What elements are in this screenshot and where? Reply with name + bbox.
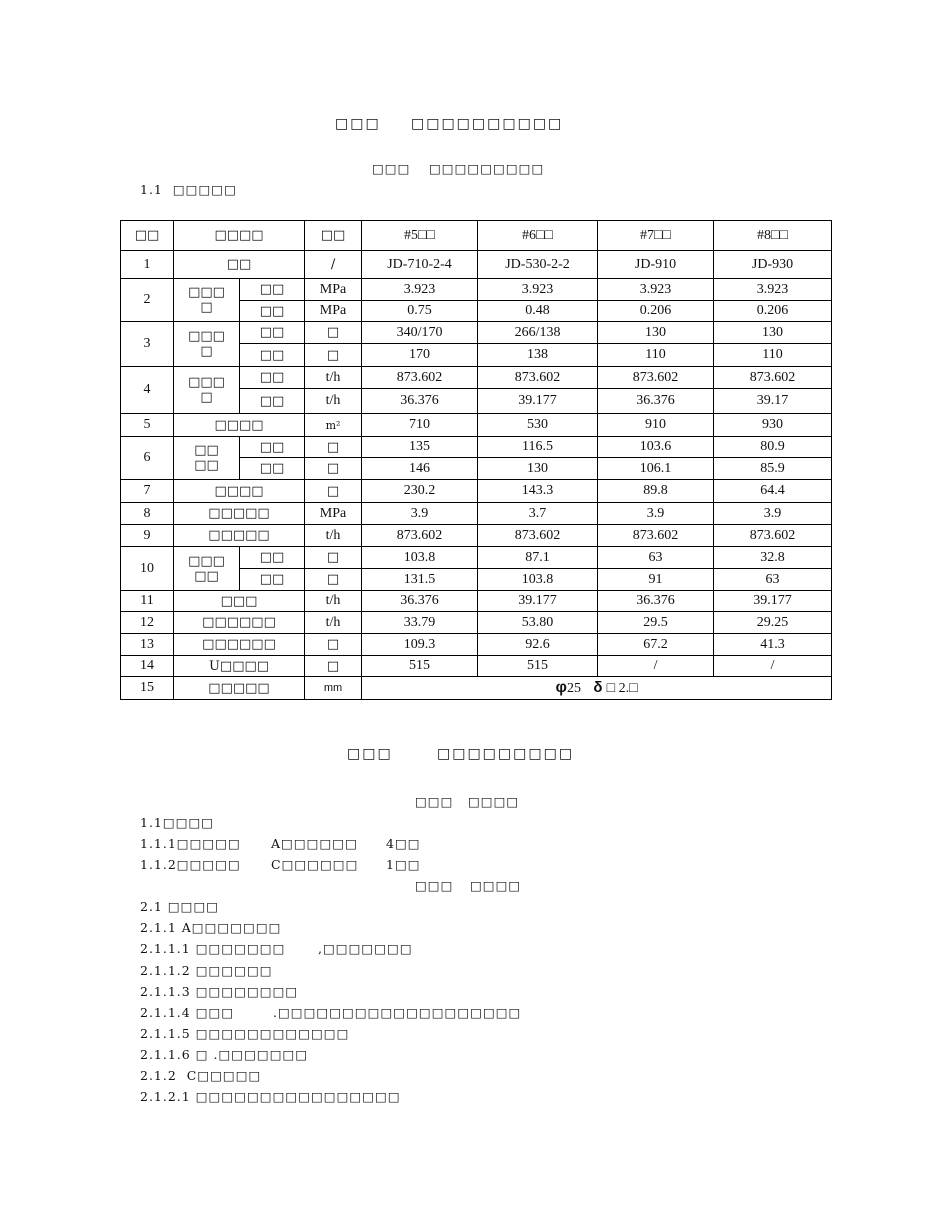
chapter-number: □□□ xyxy=(335,116,381,132)
value-cell: 106.1 xyxy=(598,458,714,480)
list-item-detail: 1□□ xyxy=(386,857,421,872)
group-label: □□□ □□ xyxy=(174,547,240,591)
row-number: 5 xyxy=(121,414,174,437)
header-cell: □□□□ xyxy=(174,221,305,251)
value-cell: JD-930 xyxy=(714,251,832,279)
section-title: □□□□ xyxy=(470,878,522,893)
row-label: □□□□□□ xyxy=(174,612,305,634)
value-cell: JD-710-2-4 xyxy=(362,251,478,279)
value-cell: 170 xyxy=(362,344,478,367)
row-label: □□ xyxy=(174,251,305,279)
list-item: 2.1.2.1 □□□□□□□□□□□□□□□□ xyxy=(140,1089,401,1104)
group-label: □□ □□ xyxy=(174,437,240,480)
value-cell: 340/170 xyxy=(362,322,478,344)
row-label: □□□□ xyxy=(174,480,305,503)
value-cell: 33.79 xyxy=(362,612,478,634)
row-unit: □ xyxy=(305,458,362,480)
value-cell: 39.17 xyxy=(714,389,832,414)
subsection-heading: 1.1 □□□□□ xyxy=(140,182,237,197)
value-cell: 109.3 xyxy=(362,634,478,656)
value-cell: 515 xyxy=(478,656,598,677)
row-number: 14 xyxy=(121,656,174,677)
value-cell: 80.9 xyxy=(714,437,832,458)
row-number: 11 xyxy=(121,591,174,612)
value-cell: 29.5 xyxy=(598,612,714,634)
value-cell: 130 xyxy=(714,322,832,344)
list-item: 1.1.1□□□□□ xyxy=(140,836,241,851)
sub-label: □□ xyxy=(240,279,305,301)
value-cell: 67.2 xyxy=(598,634,714,656)
row-unit: t/h xyxy=(305,591,362,612)
sub-label: □□ xyxy=(240,344,305,367)
value-cell: 146 xyxy=(362,458,478,480)
value-cell: 873.602 xyxy=(714,525,832,547)
value-cell: 873.602 xyxy=(598,525,714,547)
value-cell: 41.3 xyxy=(714,634,832,656)
table-row xyxy=(121,503,832,525)
header-cell: #6□□ xyxy=(478,221,598,251)
row-label: □□□□□ xyxy=(174,677,305,700)
group-label: □□□ □ xyxy=(174,322,240,367)
list-item: 1.1□□□□ xyxy=(140,815,215,830)
header-cell: □□ xyxy=(305,221,362,251)
row-label: □□□□ xyxy=(174,414,305,437)
value-cell: 63 xyxy=(598,547,714,569)
value-cell: 53.80 xyxy=(478,612,598,634)
value-cell: 873.602 xyxy=(362,525,478,547)
sub-label: □□ xyxy=(240,569,305,591)
list-item: 2.1.1.1 □□□□□□□ xyxy=(140,941,286,956)
table-row xyxy=(121,547,832,569)
value-cell: 131.5 xyxy=(362,569,478,591)
value-cell: 873.602 xyxy=(714,367,832,389)
table-row xyxy=(121,437,832,458)
value-cell: 29.25 xyxy=(714,612,832,634)
header-cell: #8□□ xyxy=(714,221,832,251)
list-item: 2.1 □□□□ xyxy=(140,899,220,914)
tube-spec-cell: φ25 δ □ 2.□ xyxy=(362,677,832,700)
row-unit: mm xyxy=(305,677,362,700)
value-cell: 103.8 xyxy=(478,569,598,591)
value-cell: 910 xyxy=(598,414,714,437)
value-cell: 110 xyxy=(598,344,714,367)
table-row xyxy=(121,251,832,279)
table-row xyxy=(121,656,832,677)
sub-label: □□ xyxy=(240,322,305,344)
list-item: 2.1.1.4 □□□ xyxy=(140,1005,235,1020)
section-title: □□□□□□□□□ xyxy=(429,161,545,176)
row-unit: t/h xyxy=(305,367,362,389)
value-cell: 85.9 xyxy=(714,458,832,480)
list-item-detail: 4□□ xyxy=(386,836,421,851)
row-number: 6 xyxy=(121,437,174,480)
row-unit: t/h xyxy=(305,525,362,547)
value-cell: 3.9 xyxy=(598,503,714,525)
table-header-row xyxy=(121,221,832,251)
phi-symbol: φ xyxy=(555,679,567,696)
row-unit: □ xyxy=(305,480,362,503)
value-cell: 116.5 xyxy=(478,437,598,458)
value-cell: 36.376 xyxy=(362,389,478,414)
row-unit: □ xyxy=(305,547,362,569)
value-cell: 32.8 xyxy=(714,547,832,569)
value-cell: 64.4 xyxy=(714,480,832,503)
section-number: □□□ xyxy=(372,161,411,176)
row-label: □□□□□ xyxy=(174,525,305,547)
value-cell: 143.3 xyxy=(478,480,598,503)
table-row xyxy=(121,279,832,301)
sub-label: □□ xyxy=(240,547,305,569)
row-number: 3 xyxy=(121,322,174,367)
row-number: 12 xyxy=(121,612,174,634)
list-item: 2.1.1.6 □ .□□□□□□□ xyxy=(140,1047,309,1062)
value-cell: 36.376 xyxy=(362,591,478,612)
list-item: 1.1.2□□□□□ xyxy=(140,857,241,872)
value-cell: 89.8 xyxy=(598,480,714,503)
value-cell: 36.376 xyxy=(598,591,714,612)
value-cell: 39.177 xyxy=(478,389,598,414)
row-unit: □ xyxy=(305,569,362,591)
table-row xyxy=(121,612,832,634)
row-label: U□□□□ xyxy=(174,656,305,677)
table-row xyxy=(121,322,832,344)
value-cell: 87.1 xyxy=(478,547,598,569)
sub-label: □□ xyxy=(240,367,305,389)
value-cell: 0.75 xyxy=(362,301,478,322)
value-cell: 135 xyxy=(362,437,478,458)
list-item-detail: C□□□□□□ xyxy=(271,857,359,872)
sub-label: □□ xyxy=(240,458,305,480)
row-unit: □ xyxy=(305,322,362,344)
section-title: □□□□ xyxy=(468,794,520,809)
value-cell: 3.923 xyxy=(598,279,714,301)
value-cell: 873.602 xyxy=(598,367,714,389)
chapter-number: □□□ xyxy=(347,746,393,762)
row-label: □□□□□ xyxy=(174,503,305,525)
value-cell: / xyxy=(714,656,832,677)
row-unit: □ xyxy=(305,656,362,677)
row-unit: / xyxy=(305,251,362,279)
value-cell: 266/138 xyxy=(478,322,598,344)
value-cell: 0.48 xyxy=(478,301,598,322)
value-cell: / xyxy=(598,656,714,677)
value-cell: 0.206 xyxy=(598,301,714,322)
value-cell: 873.602 xyxy=(362,367,478,389)
row-unit: t/h xyxy=(305,389,362,414)
value-cell: 63 xyxy=(714,569,832,591)
row-unit: t/h xyxy=(305,612,362,634)
row-number: 7 xyxy=(121,480,174,503)
row-unit: □ xyxy=(305,634,362,656)
value-cell: 138 xyxy=(478,344,598,367)
row-number: 9 xyxy=(121,525,174,547)
table-row xyxy=(121,591,832,612)
row-number: 4 xyxy=(121,367,174,414)
table-row xyxy=(121,367,832,389)
value-cell: 39.177 xyxy=(714,591,832,612)
value-cell: 3.923 xyxy=(362,279,478,301)
list-item: 2.1.1 A□□□□□□□ xyxy=(140,920,282,935)
row-number: 15 xyxy=(121,677,174,700)
sub-label: □□ xyxy=(240,389,305,414)
row-unit: m² xyxy=(305,414,362,437)
row-label: □□□ xyxy=(174,591,305,612)
row-number: 8 xyxy=(121,503,174,525)
table-row xyxy=(121,480,832,503)
value-cell: 3.9 xyxy=(714,503,832,525)
table-row xyxy=(121,634,832,656)
group-label: □□□ □ xyxy=(174,279,240,322)
row-unit: MPa xyxy=(305,301,362,322)
header-cell: #5□□ xyxy=(362,221,478,251)
list-item: 2.1.1.3 □□□□□□□□ xyxy=(140,984,299,999)
row-number: 10 xyxy=(121,547,174,591)
list-item-detail: A□□□□□□ xyxy=(271,836,358,851)
list-item: 2.1.1.5 □□□□□□□□□□□□ xyxy=(140,1026,350,1041)
table-row xyxy=(121,677,832,700)
header-cell: □□ xyxy=(121,221,174,251)
value-cell: 930 xyxy=(714,414,832,437)
table-row xyxy=(121,414,832,437)
specification-table xyxy=(120,220,832,700)
value-cell: JD-910 xyxy=(598,251,714,279)
row-unit: □ xyxy=(305,437,362,458)
value-cell: 103.8 xyxy=(362,547,478,569)
row-number: 2 xyxy=(121,279,174,322)
value-cell: 92.6 xyxy=(478,634,598,656)
delta-symbol: δ xyxy=(593,679,603,696)
group-label: □□□ □ xyxy=(174,367,240,414)
list-item-detail: ,□□□□□□□ xyxy=(318,941,413,956)
value-cell: 515 xyxy=(362,656,478,677)
value-cell: 36.376 xyxy=(598,389,714,414)
row-unit: MPa xyxy=(305,503,362,525)
value-cell: 103.6 xyxy=(598,437,714,458)
value-cell: 530 xyxy=(478,414,598,437)
value-cell: 873.602 xyxy=(478,367,598,389)
header-cell: #7□□ xyxy=(598,221,714,251)
list-item: 2.1.2 C□□□□□ xyxy=(140,1068,262,1083)
section-number: □□□ xyxy=(415,794,454,809)
value-cell: 0.206 xyxy=(714,301,832,322)
list-item-detail: .□□□□□□□□□□□□□□□□□□□ xyxy=(273,1005,522,1020)
value-cell: JD-530-2-2 xyxy=(478,251,598,279)
value-cell: 91 xyxy=(598,569,714,591)
chapter-title: □□□□□□□□□ xyxy=(437,746,575,762)
value-cell: 3.9 xyxy=(362,503,478,525)
chapter-title: □□□□□□□□□□ xyxy=(411,116,564,132)
value-cell: 110 xyxy=(714,344,832,367)
value-cell: 130 xyxy=(478,458,598,480)
section-number: □□□ xyxy=(415,878,454,893)
value-cell: 39.177 xyxy=(478,591,598,612)
sub-label: □□ xyxy=(240,437,305,458)
row-unit: □ xyxy=(305,344,362,367)
row-number: 13 xyxy=(121,634,174,656)
table-row xyxy=(121,525,832,547)
value-cell: 710 xyxy=(362,414,478,437)
list-item: 2.1.1.2 □□□□□□ xyxy=(140,963,273,978)
row-unit: MPa xyxy=(305,279,362,301)
sub-label: □□ xyxy=(240,301,305,322)
value-cell: 873.602 xyxy=(478,525,598,547)
value-cell: 3.923 xyxy=(478,279,598,301)
value-cell: 3.7 xyxy=(478,503,598,525)
row-label: □□□□□□ xyxy=(174,634,305,656)
row-number: 1 xyxy=(121,251,174,279)
value-cell: 130 xyxy=(598,322,714,344)
value-cell: 3.923 xyxy=(714,279,832,301)
value-cell: 230.2 xyxy=(362,480,478,503)
